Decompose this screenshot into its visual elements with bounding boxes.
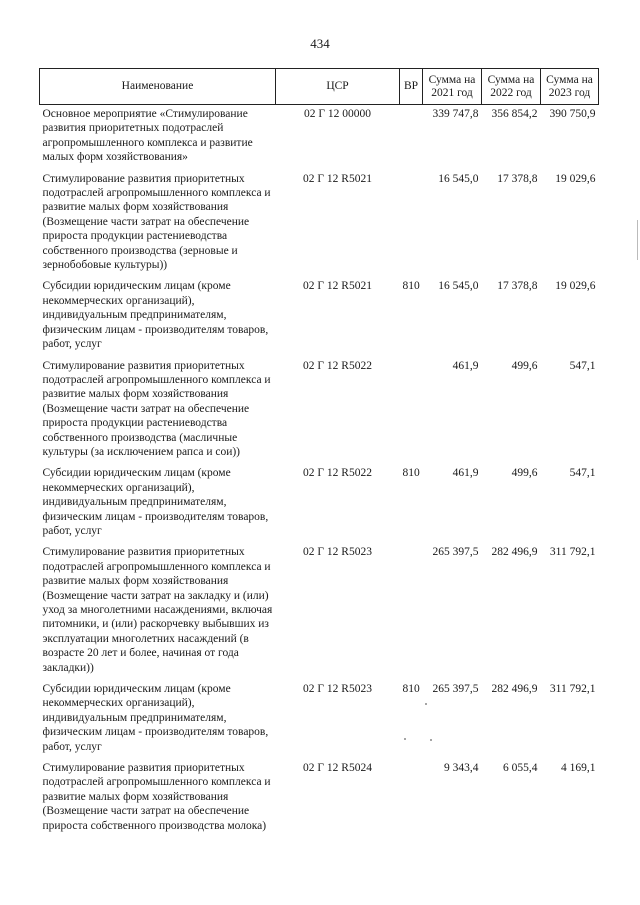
row-name: Стимулирование развития приоритетных подотраслей агропромышленного комплекса и развитие малых форм хозяйствования (Возмещение части затрат на закладку и (или) уход за многолетними насаждениями, включая питомники, и (или) раскорчевку выбывших из эксплуатации многолетних насаждений (в возрасте 20 лет и более, начиная от года закладки)) [42,546,273,674]
table-row [40,105,599,170]
table-header-row [40,69,599,105]
table-row [40,759,599,838]
header-sum-2023: Сумма на 2023 год [541,69,599,105]
header-csr: ЦСР [276,69,400,105]
row-vr [400,170,423,278]
row-sum-2022: 282 496,9 [491,683,538,696]
row-sum-2021: 461,9 [452,467,479,480]
page-number: 434 [310,36,330,51]
row-vr: 810 [402,280,420,293]
scan-speck [404,738,406,740]
row-sum-2022: 499,6 [511,359,538,372]
row-csr: 02 Г 12 00000 [303,108,372,120]
table-row [40,170,599,278]
row-sum-2023: 547,1 [569,467,596,480]
scan-edge-mark [637,220,638,260]
row-sum-2022: 6 055,4 [503,762,538,775]
row-sum-2022: 499,6 [511,467,538,480]
row-sum-2021: 9 343,4 [444,762,479,775]
row-vr: 810 [402,467,420,480]
header-sum-2022: Сумма на 2022 год [482,69,541,105]
row-name: Стимулирование развития приоритетных подотраслей агропромышленного комплекса и развитие малых форм хозяйствования (Возмещение части затрат на обеспечение прироста продукции растениеводства собственного производства (масличные культуры (за исключением рапса и сои)) [42,359,271,458]
row-csr: 02 Г 12 R5021 [303,172,372,185]
row-sum-2023: 390 750,9 [549,108,596,120]
row-csr: 02 Г 12 R5023 [303,683,372,696]
row-sum-2022: 17 378,8 [497,280,538,293]
row-sum-2021: 265 397,5 [432,546,479,559]
row-sum-2023: 4 169,1 [561,762,596,775]
row-name: Стимулирование развития приоритетных подотраслей агропромышленного комплекса и развитие малых форм хозяйствования (Возмещение части затрат на обеспечение прироста собственного производства молока) [42,762,271,832]
row-vr [400,105,423,170]
row-sum-2023: 547,1 [569,359,596,372]
row-name: Субсидии юридическим лицам (кроме некоммерческих организаций), индивидуальным предпринимателям, физическим лицам - производителям товаров, работ, услуг [42,683,269,753]
header-vr: ВР [400,69,423,105]
row-sum-2023: 19 029,6 [555,172,596,185]
table-row [40,357,599,465]
header-name: Наименование [40,69,276,105]
row-vr [400,357,423,465]
row-sum-2021: 16 545,0 [438,172,479,185]
row-vr [400,759,423,838]
row-csr: 02 Г 12 R5021 [303,280,372,293]
row-name: Субсидии юридическим лицам (кроме некоммерческих организаций), индивидуальным предпринимателям, физическим лицам - производителям товаров, работ, услуг [42,280,269,351]
table-row [40,543,599,680]
header-sum-2021: Сумма на 2021 год [423,69,482,105]
row-sum-2021: 265 397,5 [432,683,479,696]
row-vr [400,543,423,680]
table-row [40,680,599,759]
row-sum-2021: 461,9 [452,359,479,372]
scan-speck [425,703,427,705]
row-csr: 02 Г 12 R5022 [303,467,372,480]
row-csr: 02 Г 12 R5023 [303,546,372,559]
row-sum-2022: 356 854,2 [491,108,538,120]
row-name: Субсидии юридическим лицам (кроме некоммерческих организаций), индивидуальным предпринимателям, физическим лицам - производителям товаров, работ, услуг [42,467,269,537]
row-sum-2021: 339 747,8 [432,108,479,120]
row-sum-2023: 19 029,6 [555,280,596,293]
table-row [40,464,599,543]
row-csr: 02 Г 12 R5024 [303,762,372,775]
row-vr: 810 [402,683,420,696]
row-sum-2022: 282 496,9 [491,546,538,559]
row-csr: 02 Г 12 R5022 [303,359,372,372]
scan-speck [430,739,432,741]
row-sum-2023: 311 792,1 [549,546,596,559]
table-row [40,277,599,356]
row-name: Основное мероприятие «Стимулирование развития приоритетных подотраслей агропромышленного комплекса и развитие малых форм хозяйствования» [42,108,253,164]
row-sum-2022: 17 378,8 [497,172,538,185]
row-sum-2023: 311 792,1 [549,683,596,696]
row-name: Стимулирование развития приоритетных подотраслей агропромышленного комплекса и развитие малых форм хозяйствования (Возмещение части затрат на обеспечение прироста продукции растениеводства собственного производства (зерновые и зернобобовые культуры)) [42,172,271,272]
row-sum-2021: 16 545,0 [438,280,479,293]
budget-table [39,68,599,838]
